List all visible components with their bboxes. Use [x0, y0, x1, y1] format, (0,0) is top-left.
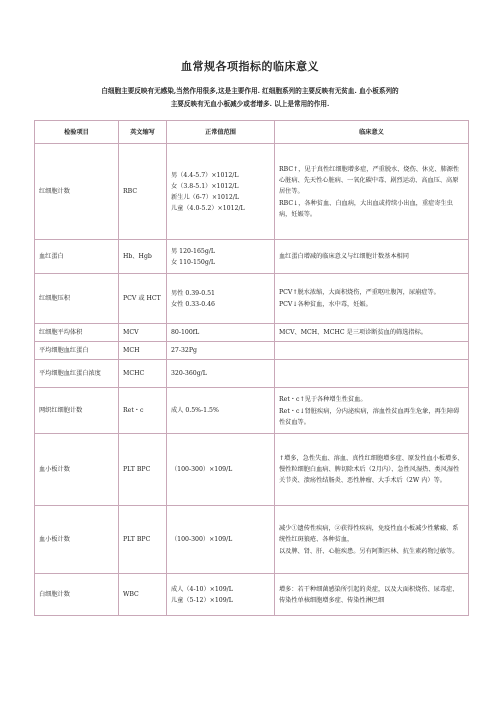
intro-paragraph	[60, 85, 440, 111]
cell-normal-range	[167, 574, 275, 616]
header-abbr: 英文缩写	[119, 121, 167, 144]
cell-item: 网织红细胞计数	[35, 388, 119, 434]
normal-range-line: 320-360g/L	[171, 370, 207, 377]
cell-item: 平均细胞血红蛋白	[35, 342, 119, 360]
cell-abbr: MCV	[119, 324, 167, 342]
clinical-meaning-line: 血红蛋白增减的临床意义与红细胞计数基本相同	[279, 253, 409, 260]
cell-normal-range	[167, 434, 275, 506]
table-row	[35, 506, 469, 574]
normal-range-line: 成人 0.5%-1.5%	[171, 407, 219, 414]
normal-range-line: 成人（4-10）×109/L	[171, 585, 233, 593]
header-normal: 正常值范围	[167, 121, 275, 144]
cell-item: 平均细胞血红蛋白浓度	[35, 360, 119, 388]
normal-range-line: 80-100fL	[171, 329, 200, 336]
normal-range-line: 女 110-150g/L	[171, 258, 216, 266]
table-row	[35, 574, 469, 616]
cell-clinical-meaning	[275, 324, 469, 342]
header-item: 检验项目	[35, 121, 119, 144]
clinical-meaning-line: ↑增多，急性失血、溶血、真性红细胞增多症、原发性血小板增多、慢性粒细胞白血病、脾切除术后（2月内）、急性风湿热、类风湿性关节炎、溃疡性结肠炎、恶性肿瘤、大手术后（2W 内）等。	[279, 455, 464, 484]
table-row	[35, 240, 469, 274]
cell-item: 红细胞计数	[35, 144, 119, 240]
normal-range-line: 27-32Pg	[171, 347, 197, 354]
indicator-table	[34, 120, 469, 616]
table-row	[35, 388, 469, 434]
normal-range-line: 男 120-165g/L	[171, 247, 216, 255]
cell-item: 红细胞平均体积	[35, 324, 119, 342]
normal-range-line: （100-300）×109/L	[171, 466, 233, 473]
cell-abbr: PLT BPC	[119, 506, 167, 574]
cell-clinical-meaning	[275, 506, 469, 574]
cell-item: 白细胞计数	[35, 574, 119, 616]
header-meaning: 临床意义	[275, 121, 469, 144]
cell-normal-range	[167, 388, 275, 434]
intro-line-2: 主要反映有无血小板减少或者增多. 以上是常用的作用.	[170, 100, 330, 108]
cell-normal-range	[167, 342, 275, 360]
cell-normal-range	[167, 240, 275, 274]
normal-range-line: 男（4.4-5.7）×1012/L	[171, 171, 239, 179]
clinical-meaning-line: PCV↓各种贫血，水中毒，妊娠。	[279, 301, 372, 308]
cell-abbr: PCV 或 HCT	[119, 274, 167, 324]
table-row	[35, 324, 469, 342]
cell-item: 血小板计数	[35, 506, 119, 574]
cell-normal-range	[167, 144, 275, 240]
cell-normal-range	[167, 274, 275, 324]
normal-range-line: 儿童（5-12）×109/L	[171, 596, 233, 604]
clinical-meaning-line: MCV、MCH、MCHC 是三项诊断贫血的筛选指标。	[279, 329, 427, 336]
cell-abbr: Ret・c	[119, 388, 167, 434]
normal-range-line: 男性 0.39-0.51	[171, 289, 215, 297]
table-body	[35, 144, 469, 616]
clinical-meaning-line: Ret・c↑见于各种增生性贫血。	[279, 395, 367, 403]
table-row	[35, 360, 469, 388]
normal-range-line: （100-300）×109/L	[171, 536, 233, 543]
cell-clinical-meaning	[275, 144, 469, 240]
cell-abbr: WBC	[119, 574, 167, 616]
cell-abbr: MCHC	[119, 360, 167, 388]
cell-clinical-meaning	[275, 342, 469, 360]
cell-clinical-meaning	[275, 388, 469, 434]
table-row	[35, 434, 469, 506]
cell-normal-range	[167, 324, 275, 342]
cell-item: 血小板计数	[35, 434, 119, 506]
cell-clinical-meaning	[275, 360, 469, 388]
table-header-row	[35, 121, 469, 144]
cell-abbr: PLT BPC	[119, 434, 167, 506]
intro-line-1: 白细胞主要反映有无感染,当然作用很多,这是主要作用. 红细胞系列的主要反映有无贫血. 血小板系列的	[101, 87, 399, 95]
cell-normal-range	[167, 506, 275, 574]
cell-clinical-meaning	[275, 240, 469, 274]
clinical-meaning-line: Ret・c↓肾脏疾病，分内泌疾病，溶血性贫血再生危象，再生障碍性贫血等。	[279, 407, 460, 426]
cell-clinical-meaning	[275, 434, 469, 506]
table-row	[35, 342, 469, 360]
clinical-meaning-line: RBC↑，见于真性红细胞增多症，严重脱水、烧伤、休克、肺源性心脏病、先天性心脏病、一氧化碳中毒、剧烈运动、高血压、高原居住等。	[279, 165, 460, 195]
page-title: 血常规各项指标的临床意义	[181, 60, 319, 73]
cell-clinical-meaning	[275, 274, 469, 324]
clinical-meaning-line: PCV↑脱水浓缩，大面积烧伤，严重呕吐腹泻，尿崩症等。	[279, 289, 440, 296]
cell-abbr: MCH	[119, 342, 167, 360]
table-row	[35, 144, 469, 240]
normal-range-line: 女性 0.33-0.46	[171, 300, 215, 308]
cell-normal-range	[167, 360, 275, 388]
cell-abbr: RBC	[119, 144, 167, 240]
normal-range-line: 女（3.8-5.1）×1012/L	[171, 182, 239, 190]
normal-range-line: 儿童（4.0-5.2）×1012/L	[171, 204, 245, 212]
clinical-meaning-line: 以及脾、肾、肝、心脏疾患。另有阿斯匹林、抗生素药物过敏等。	[279, 547, 459, 555]
cell-item: 红细胞压积	[35, 274, 119, 324]
normal-range-line: 新生儿（6-7）×1012/L	[171, 193, 240, 201]
cell-abbr: Hb、Hgb	[119, 240, 167, 274]
clinical-meaning-line: 减少①遗传性疾病，②获得性疾病，免疫性血小板减少性紫癜、系统性红斑狼疮、各种贫血，	[279, 524, 459, 543]
table-row	[35, 274, 469, 324]
cell-clinical-meaning	[275, 574, 469, 616]
cell-item: 血红蛋白	[35, 240, 119, 274]
clinical-meaning-line: 增多：若干种细菌感染所引起的炎症，以及大面积烧伤、尿毒症、传染性单核细胞增多症、传染性淋巴细	[279, 585, 459, 604]
clinical-meaning-line: RBC↓，各种贫血、白血病，大出血或持续小出血，重症寄生虫病，妊娠等。	[279, 199, 453, 218]
